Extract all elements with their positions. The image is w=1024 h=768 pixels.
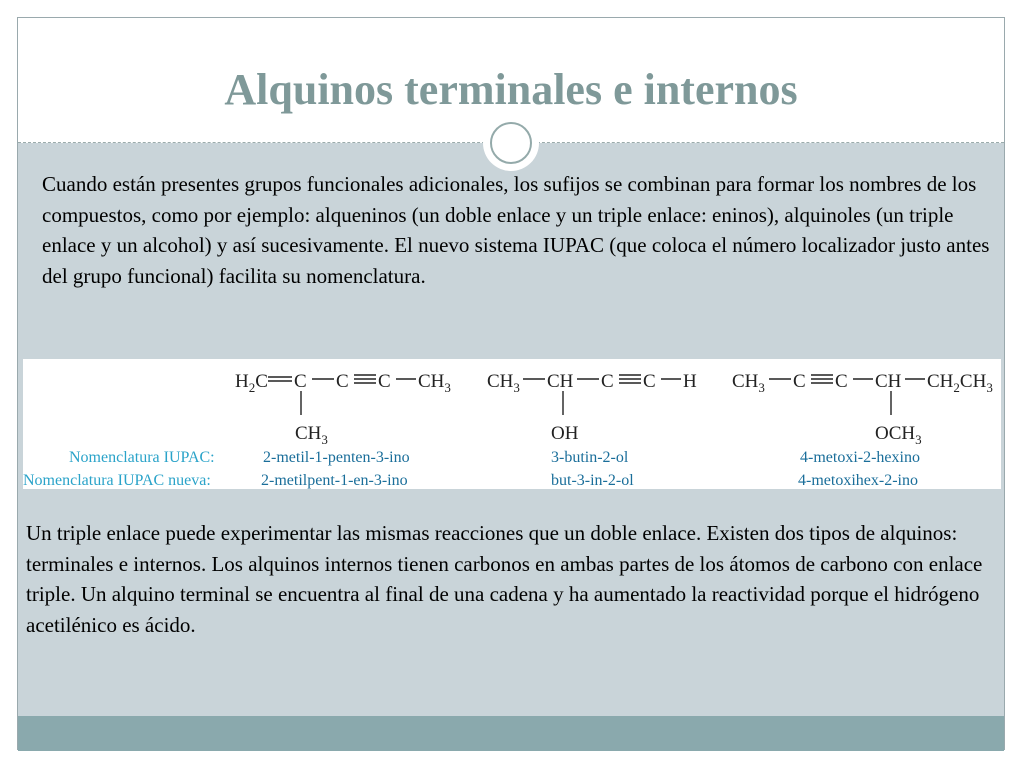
circle-ornament-icon (483, 115, 539, 171)
svg-text:C: C (294, 371, 307, 392)
svg-text:CH: CH (547, 371, 574, 392)
label-iupac-new: Nomenclatura IUPAC nueva: (23, 472, 211, 489)
svg-text:OH: OH (551, 423, 579, 444)
svg-text:CH: CH (875, 371, 902, 392)
iupac-new-name-2: but-3-in-2-ol (551, 472, 634, 489)
svg-text:CH3: $CH_3$ (295, 423, 328, 447)
slide-frame (17, 17, 1005, 750)
iupac-name-2: 3-butin-2-ol (551, 449, 629, 466)
bottom-bar (18, 716, 1004, 751)
structure-4-metoxi-2-hexino (732, 371, 993, 447)
svg-text:C: C (835, 371, 848, 392)
svg-text:H2C: $H_2C$ (235, 371, 268, 395)
svg-text:CH3: $CH_3$ (732, 371, 765, 395)
iupac-name-3: 4-metoxi-2-hexino (800, 449, 920, 466)
svg-text:CH3: $CH_3$ (487, 371, 520, 395)
svg-text:CH3: $CH_3$ (418, 371, 451, 395)
structure-3-butin-2-ol (487, 371, 697, 444)
svg-text:C: C (643, 371, 656, 392)
iupac-new-name-3: 4-metoxihex-2-ino (798, 472, 918, 489)
slide-title: Alquinos terminales e internos (224, 65, 798, 114)
svg-text:C: C (378, 371, 391, 392)
svg-text:C: C (336, 371, 349, 392)
svg-text:OCH3: $OCH_3$ (875, 423, 922, 447)
iupac-new-name-1: 2-metilpent-1-en-3-ino (261, 472, 408, 489)
ornament-ring (490, 122, 532, 164)
iupac-name-1: 2-metil-1-penten-3-ino (263, 449, 410, 466)
chemical-structures-figure (23, 359, 1001, 489)
chemical-structures-panel (23, 359, 1001, 489)
intro-paragraph: Cuando están presentes grupos funcionales adicionales, los sufijos se combinan para formar los nombres de los compuestos, como por ejemplo: alqueninos (un doble enlace y un triple enlace: eninos), alquinoles (un triple enlace y un alcohol) y así sucesivamente. El nuevo sistema IUPAC (que coloca el número localizador justo antes del grupo funcional) facilita su nomenclatura. (42, 172, 990, 288)
svg-text:H: H (683, 371, 697, 392)
svg-text:CH2CH3: $CH_2CH_3$ (927, 371, 993, 395)
structure-2-metil-1-penten-3-ino (235, 371, 451, 447)
alkyne-types-paragraph: Un triple enlace puede experimentar las mismas reacciones que un doble enlace. Existen dos tipos de alquinos: terminales e internos. Los alquinos internos tienen carbonos en ambas partes de los átomos de carbono con enlace triple. Un alquino terminal se encuentra al final de una cadena y ha aumentado la reactividad porque el hidrógeno acetilénico es ácido. (26, 521, 983, 637)
label-iupac: Nomenclatura IUPAC: (69, 449, 215, 466)
svg-text:C: C (601, 371, 614, 392)
svg-text:C: C (793, 371, 806, 392)
